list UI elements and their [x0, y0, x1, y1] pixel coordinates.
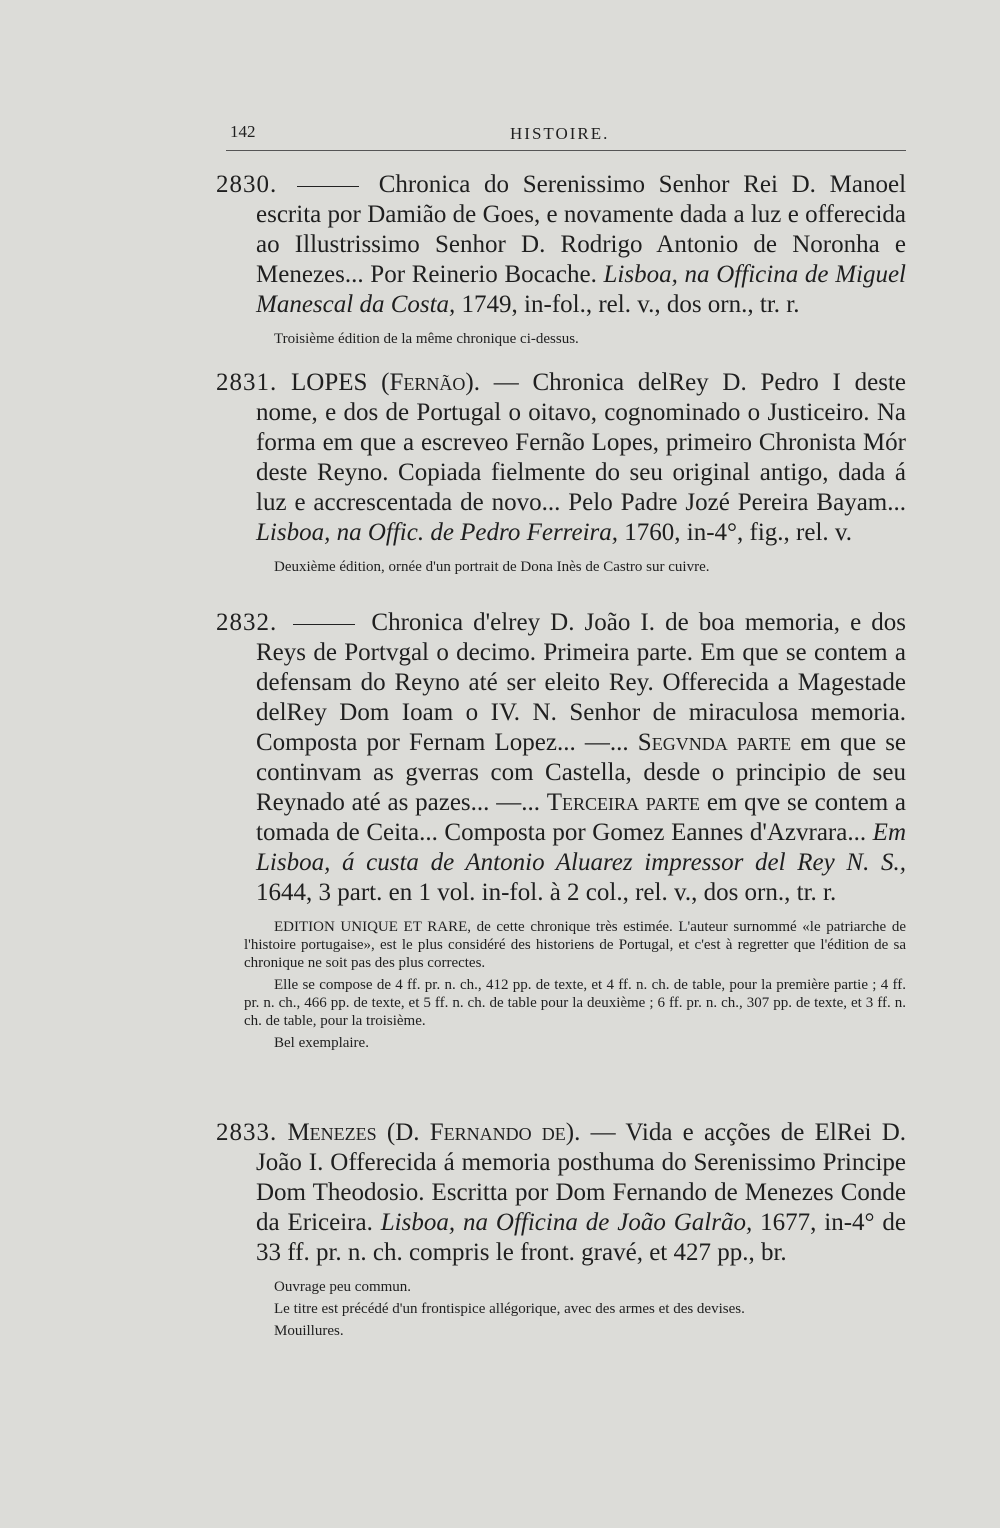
- part-label: Segvnda parte: [637, 729, 792, 756]
- note-paragraph: Elle se compose de 4 ff. pr. n. ch., 412 pp. de texte, et 4 ff. n. ch. de table, pour la première partie ; 4 ff. pr. n. ch., 466 pp. de texte, et 5 ff. n. ch. de table pour la deuxième ; 6 ff. pr. n. ch., 307 pp. de texte, et 3 ff. n. ch. de table, pour la troisième.: [244, 977, 906, 1029]
- entry-imprint-details: 1760, in-4°, fig., rel. v.: [624, 519, 853, 546]
- note-paragraph: Bel exemplaire.: [274, 1035, 369, 1051]
- note-paragraph: Troisième édition de la même chronique ci-dessus.: [274, 331, 579, 347]
- entry-body: 2833. Menezes (D. Fernando de). — Vida e acções de ElRei D. João I. Offerecida á memoria posthuma do Serenissimo Principe Dom Theodosio. Escritta por Dom Fernando de Menezes Conde da Ericeira. Lisboa, na Officina de João Galrão, 1677, in-4° de 33 ff. pr. n. ch. compris le front. gravé, et 427 pp., br.: [216, 1119, 907, 1266]
- entry-imprint-details: 1749, in-fol., rel. v., dos orn., tr. r.: [461, 291, 800, 318]
- entry-title: Chronica do Serenissimo Senhor Rei D. Manoel escrita por Damião de Goes, e novamente dada a luz e offerecida ao Illustrissimo Senhor D. Rodrigo Antonio de Noronha e Menezes... Por Reinerio Bocache.: [256, 171, 907, 288]
- entry-number: 2833.: [216, 1119, 278, 1146]
- catalogue-entry-2831: [216, 368, 906, 580]
- running-title: HISTOIRE.: [510, 124, 610, 143]
- note-paragraph: Deuxième édition, ornée d'un portrait de Dona Inès de Castro sur cuivre.: [274, 559, 710, 575]
- entry-title: Vida e acções de ElRei D. João I. Offerecida á memoria posthuma do Serenissimo Principe Dom Theodosio. Escritta por Dom Fernando de Menezes Conde da Ericeira.: [256, 1119, 907, 1236]
- entry-body: [216, 170, 907, 320]
- entry-title-continued: em qve se contem a tomada de Ceita... Composta por Gomez Eannes d'Azvrara...: [256, 789, 907, 846]
- entry-number: 2832.: [216, 609, 278, 636]
- entry-author: LOPES (Fernão).: [291, 369, 480, 396]
- entry-title-continued: em que se continvam as gverras com Castella, desde o principio de seu Reynado até as pazes...: [256, 729, 907, 816]
- note-paragraph: Ouvrage peu commun.: [274, 1279, 412, 1295]
- entry-imprint-details: 1644, 3 part. en 1 vol. in-fol. à 2 col., rel. v., dos orn., tr. r.: [256, 879, 837, 906]
- entry-number: 2830.: [216, 171, 278, 198]
- entry-imprint-place: Lisboa, na Officina de Miguel Manescal da Costa,: [256, 261, 907, 318]
- entry-notes: [244, 1278, 906, 1340]
- page-header: [226, 122, 906, 152]
- part-label: Terceira parte: [546, 789, 701, 816]
- entry-author: Menezes (D. Fernando de).: [287, 1119, 581, 1146]
- note-paragraph: Mouillures.: [274, 1323, 344, 1339]
- ditto-dash: [297, 186, 359, 187]
- entry-title: Chronica delRey D. Pedro I deste nome, e dos de Portugal o oitavo, cognominado o Justiceiro. Na forma em que a escreveo Fernão Lopes, primeiro Chronista Mór deste Reyno. Copiada fielmente do seu original antigo, dada á luz e accrescentada de novo... Pelo Padre Jozé Pereira Bayam...: [256, 369, 906, 516]
- entry-imprint-details: 1677, in-4° de 33 ff. pr. n. ch. compris le front. gravé, et 427 pp., br.: [256, 1209, 907, 1266]
- entry-imprint-place: Lisboa, na Officina de João Galrão,: [380, 1209, 753, 1236]
- catalogue-entry-2830: [216, 170, 907, 352]
- note-paragraph: Le titre est précédé d'un frontispice allégorique, avec des armes et des devises.: [274, 1301, 745, 1317]
- catalogue-entry-2832: [216, 608, 907, 1056]
- entry-number: 2831.: [216, 369, 278, 396]
- ditto-dash: [293, 624, 355, 625]
- entry-notes: [244, 330, 906, 348]
- entry-body: 2832. Chronica d'elrey D. João I. de boa memoria, e dos Reys de Portvgal o decimo. Primeira parte. Em que se contem a defensam do Reyno até ser eleito Rey. Offerecida a Magestade delRey Dom Ioam o IV. N. Senhor de miraculosa memoria. Composta por Fernam Lopez... —... Segvnda parte em que se continvam as gverras com Castella, desde o principio de seu Reynado até as pazes... —... Terceira parte em qve se contem a tomada de Ceita... Composta por Gomez Eannes d'Azvrara... Em Lisboa, á custa de Antonio Aluarez impressor del Rey N. S., 1644, 3 part. en 1 vol. in-fol. à 2 col., rel. v., dos orn., tr. r.: [216, 609, 907, 906]
- entry-notes: [244, 558, 906, 576]
- catalogue-entry-2833: [216, 1118, 907, 1344]
- entry-notes: [244, 918, 906, 1052]
- page-number: 142: [230, 122, 256, 141]
- header-rule: [226, 150, 906, 151]
- entry-imprint-place: Lisboa, na Offic. de Pedro Ferreira,: [256, 519, 618, 546]
- entry-title: Chronica d'elrey D. João I. de boa memoria, e dos Reys de Portvgal o decimo. Primeira parte. Em que se contem a defensam do Reyno até ser eleito Rey. Offerecida a Magestade delRey Dom Ioam o IV. N. Senhor de miraculosa memoria. Composta por Fernam Lopez...: [256, 609, 907, 756]
- note-paragraph: EDITION UNIQUE ET RARE, de cette chronique très estimée. L'auteur surnommé «le patriarche de l'histoire portugaise», est le plus considéré des historiens de Portugal, et c'est à regretter que l'édition de sa chronique ne soit pas des plus correctes.: [244, 919, 906, 971]
- entry-imprint-place: Em Lisboa, á custa de Antonio Aluarez impressor del Rey N. S.,: [256, 819, 906, 876]
- entry-body: 2831. LOPES (Fernão). — Chronica delRey D. Pedro I deste nome, e dos de Portugal o oitavo, cognominado o Justiceiro. Na forma em que a escreveo Fernão Lopes, primeiro Chronista Mór deste Reyno. Copiada fielmente do seu original antigo, dada á luz e accrescentada de novo... Pelo Padre Jozé Pereira Bayam... Lisboa, na Offic. de Pedro Ferreira, 1760, in-4°, fig., rel. v.: [216, 369, 906, 546]
